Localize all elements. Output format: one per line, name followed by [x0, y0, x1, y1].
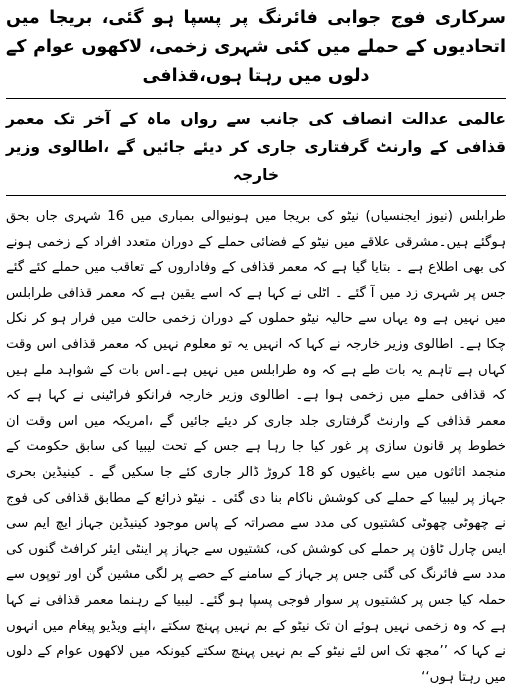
divider-top — [6, 98, 506, 99]
headline: سرکاری فوج جوابی فائرنگ پر پسپا ہو گئی، بریجا میں اتحادیوں کے حملے میں کئی شہری زخمی، لاکھوں عوام کے دلوں میں رہتا ہوں،قذافی — [6, 8, 506, 86]
subheadline: عالمی عدالت انصاف کی جانب سے رواں ماہ کے آخر تک معمر قذافی کے وارنٹ گرفتاری جاری کر دیئے جائیں گے ،اطالوی وزیر خارجہ — [6, 110, 506, 184]
article-body — [6, 204, 506, 690]
article-paragraph: طرابلس (نیوز ایجنسیاں) نیٹو کی بریجا میں ہونیوالی بمباری میں 16 شہری جاں بحق ہوگئے ہیں۔مشرقی علاقے میں نیٹو کے فضائی حملے کے دوران متعدد افراد کے زخمی ہونے کی بھی اطلاع ہے ۔ بتایا گیا ہے کہ معمر قذافی کے وفاداروں کے تعاقب میں حملے کئے گئے جس پر شہری زد میں آ گئے ۔ اٹلی نے کہا ہے کہ اسے یقین ہے کہ معمر قذافی طرابلس میں نہیں ہے وہ یہاں سے حالیہ نیٹو حملوں کے دوران زخمی حالت میں فرار ہو کر نکل چکا ہے۔ اطالوی وزیر خارجہ نے کہا کہ انہیں یہ تو معلوم نہیں کہ معمر قذافی اس وقت کہاں ہے تاہم یہ بات طے ہے کہ وہ طرابلس میں نہیں ہے۔اس بات کے شواہد ملے ہیں کہ قذافی حملے میں زخمی ہوا ہے۔ اطالوی وزیر خارجہ فرانکو فراٹینی نے کہا ہے کہ معمر قذافی کے وارنٹ گرفتاری جلد جاری کر دیئے جائیں گے ،امریکہ میں اس وقت ان خطوط پر قانون سازی پر غور کیا جا رہا ہے جس کے تحت لیبیا کی سابق حکومت کے منجمد اثاثوں میں سے باغیوں کو 18 کروڑ ڈالر جاری کئے جا سکیں گے ۔ کینیڈین بحری جہاز پر لیبیا کے حملے کی کوشش ناکام بنا دی گئی ۔ نیٹو ذرائع کے مطابق قذافی کی فوج نے چھوٹی چھوٹی کشتیوں کی مدد سے مصراتہ کے پاس موجود کینیڈین جہاز ایچ ایم سی ایس چارل ٹاؤن پر حملے کی کوشش کی، کشتیوں سے جہاز پر اینٹی ایئر کرافٹ گنوں کی مدد سے فائرنگ کی گئی جس پر جہاز کے سامنے کے حصے پر لگی مشین گن اور توپوں سے حملہ کیا جس پر کشتیوں پر سوار فوجی پسپا ہو گئے۔ لیبیا کے رہنما معمر قذافی نے کہا ہے کہ وہ زخمی نہیں ہوئے ان تک نیٹو کے بم نہیں پہنچ سکتے ،اپنے ویڈیو پیغام میں انہوں نے کہا کہ ’’مجھ تک اس لئے نیٹو کے بم نہیں پہنچ سکتے کیونکہ میں لاکھوں عوام کے دلوں میں رہتا ہوں‘‘ — [6, 209, 506, 685]
divider-bottom — [6, 195, 506, 196]
